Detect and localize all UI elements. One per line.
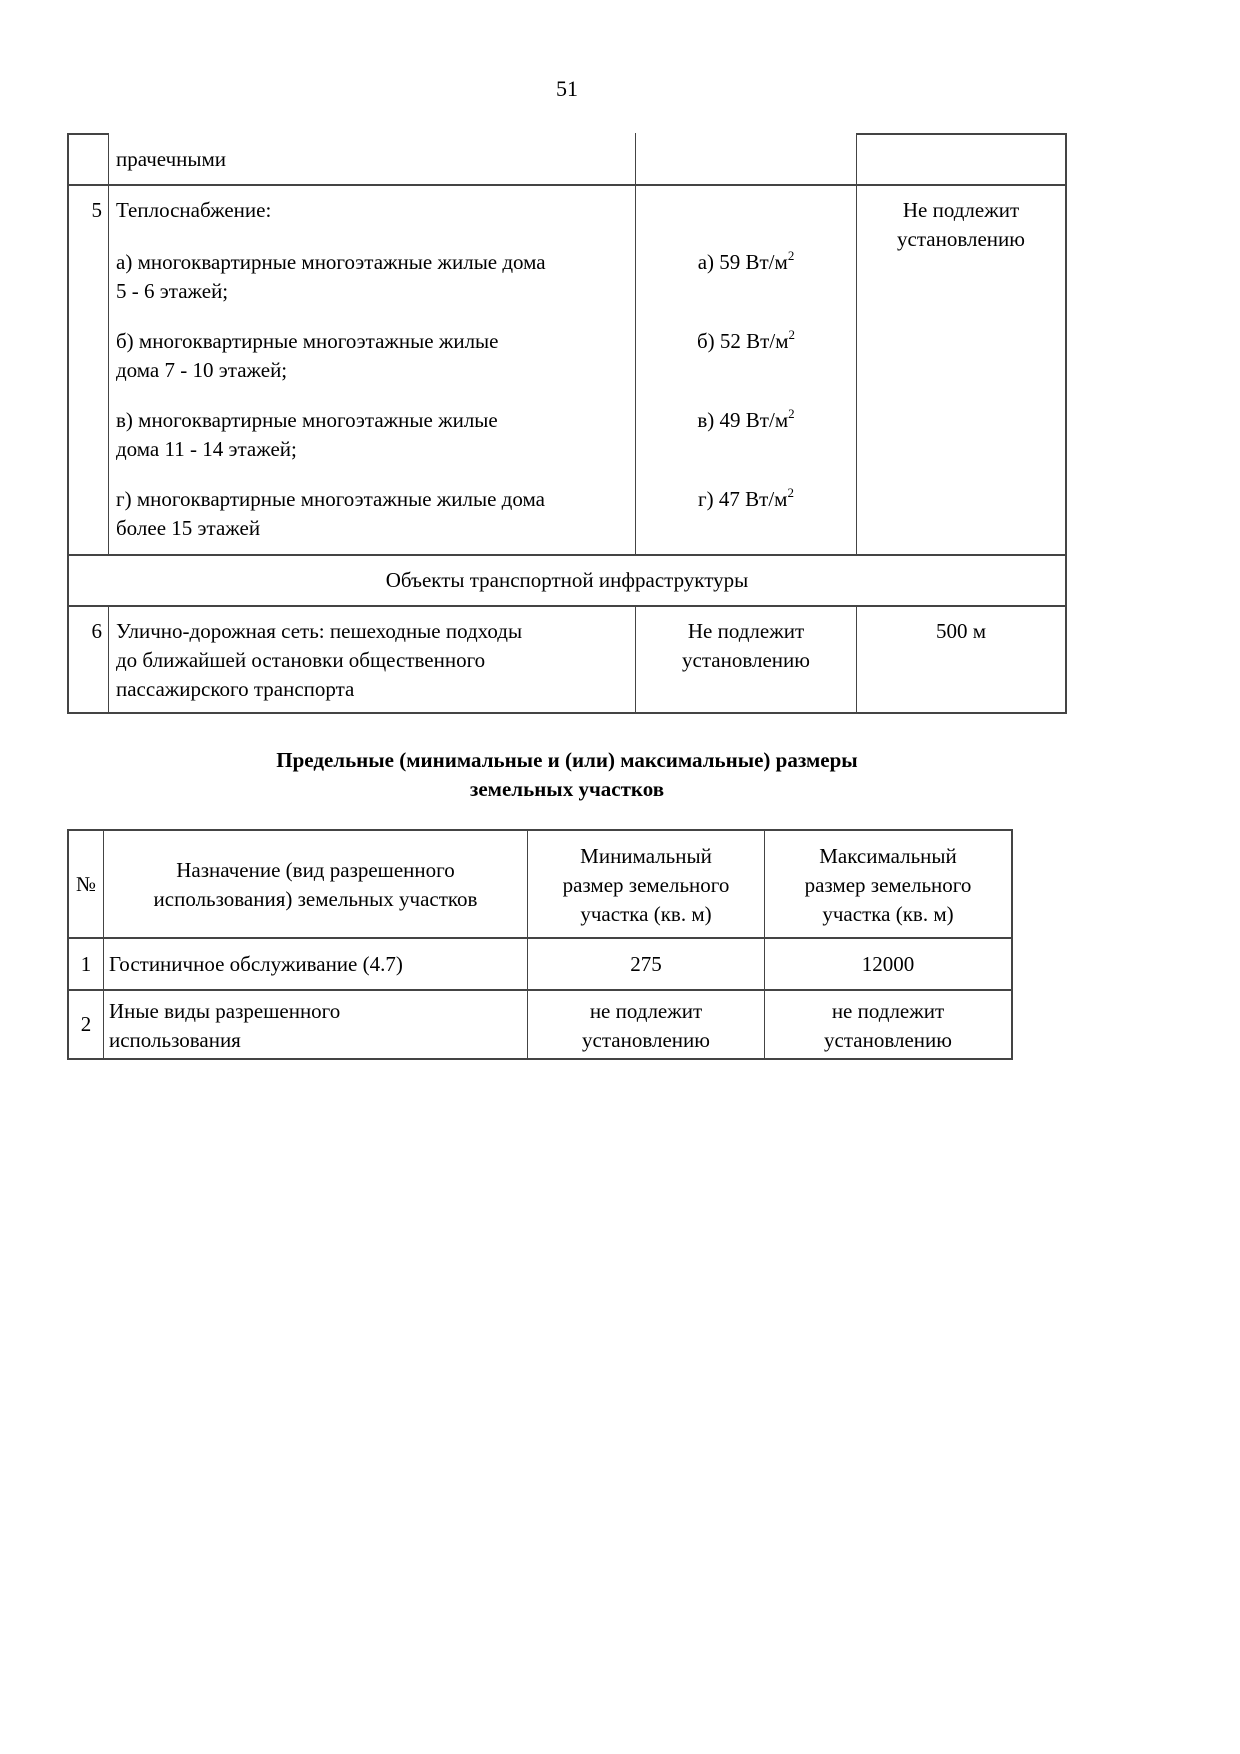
- item-value: [636, 485, 856, 516]
- row-max: не подлежит: [831, 999, 945, 1023]
- table-border: [1065, 133, 1067, 714]
- table-border: [67, 712, 1067, 714]
- item-text: а) многоквартирные многоэтажные жилые дома: [116, 250, 546, 274]
- table-border: [67, 605, 1067, 607]
- row-text: до ближайшей остановки общественного: [116, 648, 486, 672]
- row-number: 5: [91, 198, 102, 222]
- continued-row-text: прачечными: [116, 147, 227, 171]
- row-number: 6: [91, 619, 102, 643]
- row-title: Теплоснабжение:: [116, 198, 272, 222]
- accessibility-text: установлению: [897, 227, 1025, 251]
- value-text: установлению: [682, 648, 810, 672]
- page-number: 51: [556, 76, 578, 101]
- value-text: б) 52 Вт/м: [697, 329, 789, 353]
- item-text: б) многоквартирные многоэтажные жилые: [116, 329, 499, 353]
- value-text: Не подлежит: [687, 619, 805, 643]
- value-exponent: 2: [788, 327, 795, 342]
- heading-line: земельных участков: [469, 777, 665, 801]
- value-exponent: 2: [788, 406, 795, 421]
- item-value: [636, 406, 856, 437]
- table-border: [67, 133, 109, 135]
- table-border: [108, 133, 109, 555]
- item-text: дома 7 - 10 этажей;: [116, 358, 288, 382]
- table-border: [67, 989, 1013, 991]
- header-max: размер земельного: [804, 873, 972, 897]
- table-border: [856, 133, 1067, 135]
- row-min: 275: [630, 952, 662, 976]
- value-text: г) 47 Вт/м: [698, 487, 788, 511]
- table-border: [67, 133, 69, 714]
- header-max: Максимальный: [819, 844, 957, 868]
- header-purpose: Назначение (вид разрешенного: [176, 858, 455, 882]
- table-border: [67, 937, 1013, 939]
- value-text: в) 49 Вт/м: [697, 408, 789, 432]
- header-min: размер земельного: [562, 873, 730, 897]
- row-purpose: Гостиничное обслуживание (4.7): [109, 952, 403, 976]
- table-border: [108, 606, 109, 713]
- heading-line: Предельные (минимальные и (или) максимальные) размеры: [276, 748, 858, 772]
- value-exponent: 2: [787, 248, 795, 263]
- row-number: 2: [80, 1012, 92, 1036]
- item-value: [636, 248, 856, 279]
- row-min: не подлежит: [589, 999, 703, 1023]
- header-purpose: использования) земельных участков: [153, 887, 478, 911]
- value-text: а) 59 Вт/м: [697, 250, 788, 274]
- item-text: в) многоквартирные многоэтажные жилые: [116, 408, 498, 432]
- table-border: [67, 554, 1067, 556]
- table-border: [67, 184, 1067, 186]
- accessibility-text: 500 м: [935, 619, 987, 643]
- row-max: установлению: [824, 1028, 952, 1052]
- value-exponent: 2: [787, 485, 794, 500]
- table-border: [1011, 829, 1013, 1060]
- item-text: 5 - 6 этажей;: [116, 279, 229, 303]
- item-value: [636, 327, 856, 358]
- row-min: установлению: [582, 1028, 710, 1052]
- header-number: №: [75, 872, 97, 896]
- row-purpose: Иные виды разрешенного: [109, 999, 341, 1023]
- row-purpose: использования: [109, 1028, 241, 1052]
- section-header: Объекты транспортной инфраструктуры: [385, 568, 749, 592]
- header-min: Минимальный: [580, 844, 712, 868]
- header-max: участка (кв. м): [822, 902, 954, 926]
- item-text: более 15 этажей: [116, 516, 261, 540]
- table-border: [67, 1058, 1013, 1060]
- table-border: [67, 829, 1013, 831]
- section-heading: [0, 746, 1134, 804]
- item-text: дома 11 - 14 этажей;: [116, 437, 297, 461]
- row-max: 12000: [861, 952, 915, 976]
- accessibility-text: Не подлежит: [902, 198, 1020, 222]
- header-min: участка (кв. м): [580, 902, 712, 926]
- item-text: г) многоквартирные многоэтажные жилые дома: [116, 487, 545, 511]
- row-text: пассажирского транспорта: [116, 677, 355, 701]
- row-text: Улично-дорожная сеть: пешеходные подходы: [116, 619, 523, 643]
- row-number: 1: [80, 952, 92, 976]
